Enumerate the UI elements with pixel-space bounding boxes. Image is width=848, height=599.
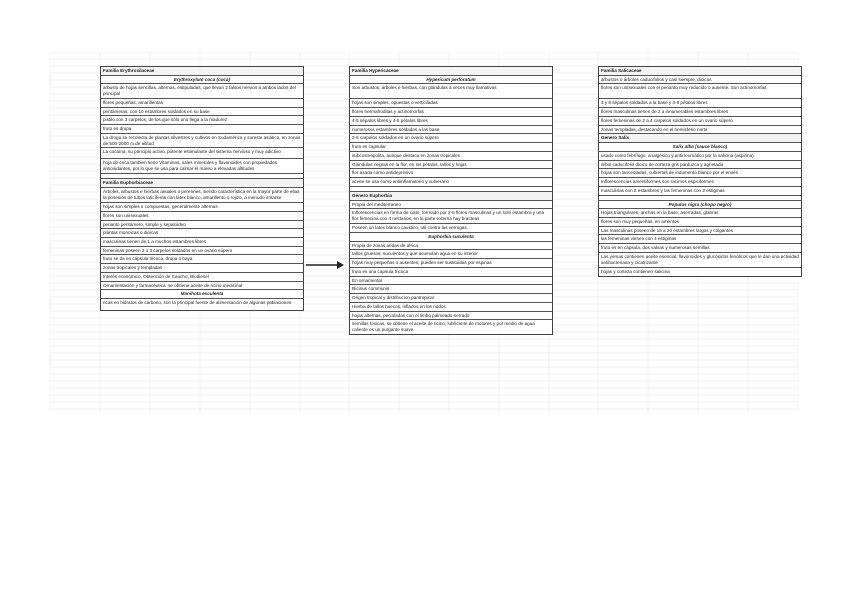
species-title: Populus nigra (chopo negro): [599, 201, 801, 210]
table-row: flores son unisexuales con el perianto muy reducido o ausente. Son actinomorfas: [599, 84, 801, 99]
table-row: flor asada como antidepresivo: [350, 169, 552, 178]
table-row: Glándulas negras en la flor, en los pétalos, tallos y hojas: [350, 161, 552, 170]
right-arrow-icon: [305, 257, 345, 267]
table-row: 3-5 carpelos soldados en un ovario súpero: [350, 134, 552, 143]
table-erythroxilaceae-euphorbiaceae: [100, 66, 304, 311]
table-row: arbustos o árboles caducifolios y casi siempre, dioicos: [599, 76, 801, 85]
table-row: Son arbustos, árboles e hierbas, con glándulas a veces muy llamativas: [350, 84, 552, 99]
section-header: Familia Erythroxilaceae: [101, 67, 303, 76]
table-row: tallos gruesos, suculentos y que acumulan agua en su interior: [350, 250, 552, 259]
table-row: Las yemas contienen aceite esencial, flavonoides y glucósidos fenólicos que le dan una actividad antibacteriana y cicatrizante: [599, 253, 801, 268]
table-row: semillas toxicas, se obtiene el aceite de ricino, lubricante de motores y por medio de agua caliente es un purgante suave.: [352, 321, 535, 333]
species-title: Manihota esculenta: [101, 290, 303, 299]
table-row: fruto es en cápsula, dos valvas y numerosas semillas: [599, 244, 801, 253]
table-row: las femeninas vienen con 4 estigmas: [599, 235, 801, 244]
table-row: Interés económico. Obtención de Caucho, Biodiesel: [101, 273, 303, 282]
table-row: zonas templadas, destacando en el hemisferio norte: [599, 126, 801, 135]
species-title: Hypericum perforatum: [350, 76, 552, 85]
table-row: hojas son simples, opuestas o verticiladas: [350, 99, 552, 108]
table-row: ricas en hidratos de carbono, son la principal fuente de alimentación de algunas poblaciones: [103, 300, 292, 306]
table-row: Ornamentación y farmacéutica: se obtiene aceite de ricino medicinal: [101, 282, 303, 291]
table-row: numerosos estambres soldados a las base: [350, 126, 552, 135]
table-row: flores son muy pequeñas, en amentos: [599, 218, 801, 227]
table-row: fruto es drupa: [101, 125, 303, 134]
section-header: Familia Euphorbiaceae: [101, 179, 303, 188]
table-row: masculinas con 2 estambres y las femeninas con 2 estigmas: [599, 187, 801, 196]
section-header: Genero Euphorbia: [350, 192, 552, 201]
table-row: flores femeninas de 2 a 4 carpelos soldados en un ovario súpero: [599, 117, 801, 126]
section-header: Familia Salicaceae: [599, 67, 801, 76]
table-row: pentámeras, con 10 estambres soldados en su base: [101, 108, 303, 117]
species-title: Euphorbia suculenta: [350, 233, 552, 242]
table-row: Propia de zonas aridas de africa: [350, 242, 552, 251]
species-title: Erythroxylum coca (coca): [101, 76, 303, 85]
table-row: zonas tropicales y templadas: [101, 264, 303, 273]
table-row: fruto es capsular: [350, 143, 552, 152]
table-row: Inflorescencias en forma de ciato, formado por 2-5 flores masculinas y un solo estambre y una flor femenina con 4 nectarios, en la parte externa hay bracteas: [350, 209, 552, 224]
table-row: En ornamental: [350, 277, 552, 286]
table-row: flores masculinas tienen de 2 a innumerables estambres libres: [599, 108, 801, 117]
table-row: hojas y corteza contienen salicina: [601, 268, 670, 274]
table-row: flores son unisexuales: [101, 212, 303, 221]
table-salicaceae: [598, 66, 802, 277]
table-row: pistilo con 3 carpelos, de los que sólo uno llega a la madurez: [101, 116, 303, 125]
table-row: perianto pentámero, simple y sepaloideo: [101, 221, 303, 230]
species-title: Salix alba (sauce blanco): [599, 143, 801, 152]
table-row: hojas muy pequeñas o ausentes, pueden ser sustituidas por espinas: [350, 259, 552, 268]
table-row: Ricinus communis: [350, 285, 552, 294]
table-row: plantas monoicas o dioicas: [101, 229, 303, 238]
table-row: masculinas tienen de 1 a muchos estambres libres: [101, 238, 303, 247]
table-row: Propia del mediterraneo: [350, 201, 552, 210]
table-row: hojas alternas, pecioladas con el limbo palmeado-serrado: [350, 312, 552, 321]
table-row: Las masculinas poseen de 10 a 20 estambres largos y colgantes: [599, 227, 801, 236]
table-row: Árboles, arbustos e hierbas anuales o perennes, siendo característica en la mayor parte de ellas la posesión de tubos laticíferos con látex blanco, amarillento o rojizo, a menudo irritante: [101, 188, 303, 203]
table-row: arbusto de hojas sencillas, alternas, estipuladas, que llevan 2 falsos nervios a ambos lados del principal: [101, 84, 303, 98]
table-row: usado como febrífugo, analgésico y antirreumático por la salicina (aspirina): [599, 152, 801, 161]
table-row: La cocaína, su principio activo, potente estimulante del sistema nervioso y muy adictivo: [101, 148, 303, 159]
table-row: fruto se da en cápsula tricoca, drupa o baya: [101, 255, 303, 264]
table-row: Origen tropical y distribucion pantropical: [350, 294, 552, 303]
table-row: flores hermafroditas y actinomorfas: [350, 108, 552, 117]
table-row: Hojas triangulares, anchas en la base, aserradas, glabras: [599, 209, 801, 218]
table-row: hoja de coca tambien tiene Vitaminas, sales minerales y flavonoides con propiedades antioxidantes, por lo que se usa para calmar el mareo a elevadas altitudes: [101, 159, 303, 174]
table-row: árbol caducifolio dioico de corteza gris parduzca y agrietada: [599, 161, 801, 170]
table-row: fruto es una capsula tricoca: [350, 268, 552, 277]
table-row: hojas son lanceoladas, cubiertas de indumento blanco por el envés: [599, 169, 801, 178]
table-row: subcosmopolita, aunque destaca en zonas tropicales: [350, 152, 552, 161]
table-row: Hierba de tallos huecos, inflados en los nudos: [350, 303, 552, 312]
table-row: 3 y 8 sépalos soldados a la base y 3-8 pétalos libres: [599, 99, 801, 108]
table-row: 4-5 sépalos libres y 4-5 pétalos libres: [350, 117, 552, 126]
table-row: Poseen un latex blanco caustico, util contra las verrugas.: [350, 224, 552, 233]
section-header: Familia Hypericaceae: [350, 67, 552, 76]
table-row: femeninas poseen 2 o 3 carpelos soldados en un ovario súpero: [101, 247, 303, 256]
table-row: La droga se recolecta de plantas silvestres y cultivos en Sudamérica y sureste asiático, en zonas de 500-2000 m de altitud: [101, 134, 303, 148]
table-row: aceite se usa como antiinflamatorio y vulnerario: [350, 178, 552, 187]
table-row: hojas son simples o compuestas, generalmente alternas: [101, 203, 303, 212]
table-hypericaceae-euphorbia: [349, 66, 553, 335]
section-header: Genero Salix: [599, 134, 801, 143]
table-row: Inflorescencias amentiformes son racimos espiciformes: [599, 178, 801, 187]
table-row: flores pequeñas, amarillentas: [101, 99, 303, 108]
